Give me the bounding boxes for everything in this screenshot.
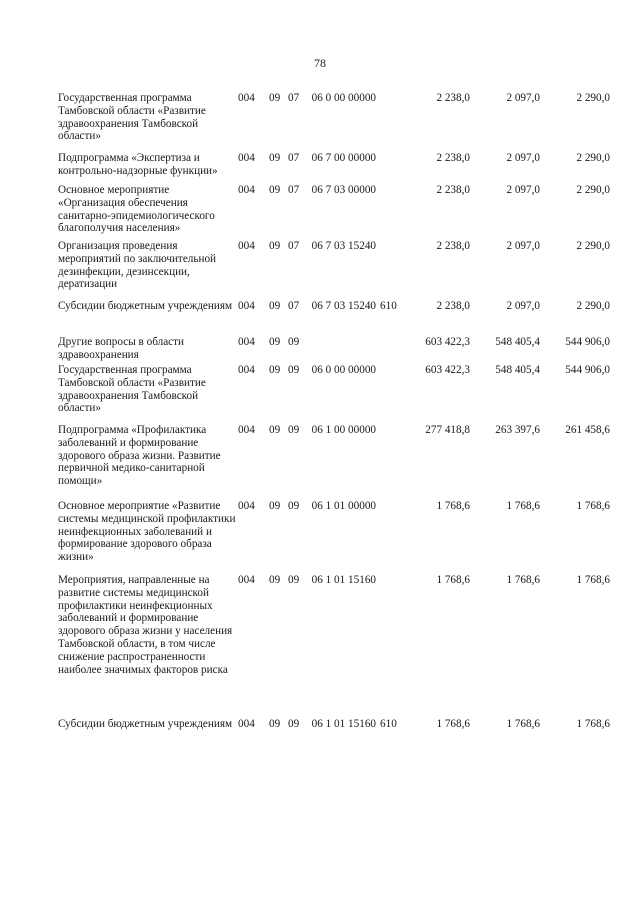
row-name: Государственная программа Тамбовской области «Развитие здравоохранения Тамбовской области» xyxy=(58,364,206,415)
target-article-code: 06 7 03 15240 xyxy=(311,300,376,312)
row-name: Субсидии бюджетным учреждениям xyxy=(58,300,233,312)
ministry-code: 004 xyxy=(238,92,255,104)
ministry-code: 004 xyxy=(238,184,255,196)
table-row xyxy=(58,500,618,564)
table-row xyxy=(58,92,618,143)
section-code: 09 xyxy=(269,92,281,104)
amount-year-1: 2 238,0 xyxy=(436,240,470,252)
amount-year-2: 2 097,0 xyxy=(506,184,540,196)
row-name: Подпрограмма «Профилактика заболеваний и формирование здорового образа жизни. Развитие первичной медико-санитарной помощи» xyxy=(58,424,221,488)
amount-year-3: 1 768,6 xyxy=(576,500,610,512)
amount-year-2: 548 405,4 xyxy=(495,364,540,376)
amount-year-1: 2 238,0 xyxy=(436,92,470,104)
amount-year-2: 2 097,0 xyxy=(506,240,540,252)
amount-year-3: 2 290,0 xyxy=(576,152,610,164)
subsection-code: 07 xyxy=(288,300,300,312)
table-row xyxy=(58,300,618,313)
ministry-code: 004 xyxy=(238,718,255,730)
amount-year-1: 603 422,3 xyxy=(425,336,470,348)
amount-year-2: 1 768,6 xyxy=(506,500,540,512)
amount-year-1: 1 768,6 xyxy=(436,718,470,730)
amount-year-3: 2 290,0 xyxy=(576,184,610,196)
table-row xyxy=(58,240,618,291)
section-code: 09 xyxy=(269,336,281,348)
subsection-code: 09 xyxy=(288,424,300,436)
table-row xyxy=(58,718,618,731)
section-code: 09 xyxy=(269,500,281,512)
target-article-code: 06 7 03 00000 xyxy=(311,184,376,196)
target-article-code: 06 7 03 15240 xyxy=(311,240,376,252)
section-code: 09 xyxy=(269,424,281,436)
amount-year-3: 1 768,6 xyxy=(576,718,610,730)
subsection-code: 07 xyxy=(288,152,300,164)
section-code: 09 xyxy=(269,718,281,730)
target-article-code: 06 1 00 00000 xyxy=(311,424,376,436)
table-row xyxy=(58,364,618,415)
amount-year-2: 2 097,0 xyxy=(506,152,540,164)
amount-year-3: 1 768,6 xyxy=(576,574,610,586)
row-name: Субсидии бюджетным учреждениям xyxy=(58,718,233,730)
table-row xyxy=(58,152,618,178)
amount-year-3: 261 458,6 xyxy=(565,424,610,436)
expense-type-code: 610 xyxy=(380,300,397,312)
amount-year-2: 1 768,6 xyxy=(506,718,540,730)
row-name: Другие вопросы в области здравоохранения xyxy=(58,336,185,361)
subsection-code: 07 xyxy=(288,92,300,104)
target-article-code: 06 1 01 00000 xyxy=(311,500,376,512)
table-row xyxy=(58,336,618,362)
row-name: Основное мероприятие «Развитие системы медицинской профилактики неинфекционных заболеваний и формирование здорового образа жизни» xyxy=(58,500,236,564)
page-number: 78 xyxy=(314,56,326,70)
table-row xyxy=(58,424,618,488)
row-name: Мероприятия, направленные на развитие системы медицинской профилактики неинфекционных заболеваний и формирование здорового образа жизни у населения Тамбовской области, в том числе снижение распространенности наиболее значимых факторов риска xyxy=(58,574,233,676)
ministry-code: 004 xyxy=(238,240,255,252)
amount-year-1: 277 418,8 xyxy=(425,424,470,436)
amount-year-1: 2 238,0 xyxy=(436,184,470,196)
subsection-code: 09 xyxy=(288,336,300,348)
row-name: Подпрограмма «Экспертиза и контрольно-надзорные функции» xyxy=(58,152,218,177)
ministry-code: 004 xyxy=(238,300,255,312)
amount-year-3: 2 290,0 xyxy=(576,300,610,312)
row-name: Организация проведения мероприятий по заключительной дезинфекции, дезинсекции, дератизации xyxy=(58,240,217,291)
ministry-code: 004 xyxy=(238,336,255,348)
amount-year-2: 263 397,6 xyxy=(495,424,540,436)
subsection-code: 07 xyxy=(288,184,300,196)
amount-year-1: 1 768,6 xyxy=(436,500,470,512)
amount-year-1: 2 238,0 xyxy=(436,152,470,164)
section-code: 09 xyxy=(269,184,281,196)
target-article-code: 06 1 01 15160 xyxy=(311,574,376,586)
section-code: 09 xyxy=(269,574,281,586)
row-name: Основное мероприятие «Организация обеспечения санитарно-эпидемиологического благополучия населения» xyxy=(58,184,215,235)
ministry-code: 004 xyxy=(238,424,255,436)
amount-year-2: 1 768,6 xyxy=(506,574,540,586)
amount-year-2: 548 405,4 xyxy=(495,336,540,348)
section-code: 09 xyxy=(269,300,281,312)
subsection-code: 09 xyxy=(288,364,300,376)
target-article-code: 06 1 01 15160 xyxy=(311,718,376,730)
subsection-code: 09 xyxy=(288,574,300,586)
amount-year-1: 2 238,0 xyxy=(436,300,470,312)
row-name: Государственная программа Тамбовской области «Развитие здравоохранения Тамбовской области» xyxy=(58,92,206,143)
expense-type-code: 610 xyxy=(380,718,397,730)
subsection-code: 09 xyxy=(288,718,300,730)
amount-year-2: 2 097,0 xyxy=(506,92,540,104)
amount-year-1: 603 422,3 xyxy=(425,364,470,376)
amount-year-3: 544 906,0 xyxy=(565,336,610,348)
amount-year-2: 2 097,0 xyxy=(506,300,540,312)
table-row xyxy=(58,574,618,676)
ministry-code: 004 xyxy=(238,364,255,376)
amount-year-3: 2 290,0 xyxy=(576,92,610,104)
amount-year-1: 1 768,6 xyxy=(436,574,470,586)
ministry-code: 004 xyxy=(238,574,255,586)
section-code: 09 xyxy=(269,240,281,252)
amount-year-3: 2 290,0 xyxy=(576,240,610,252)
target-article-code: 06 0 00 00000 xyxy=(311,364,376,376)
ministry-code: 004 xyxy=(238,500,255,512)
section-code: 09 xyxy=(269,152,281,164)
subsection-code: 07 xyxy=(288,240,300,252)
table-row xyxy=(58,184,618,235)
ministry-code: 004 xyxy=(238,152,255,164)
section-code: 09 xyxy=(269,364,281,376)
target-article-code: 06 7 00 00000 xyxy=(311,152,376,164)
subsection-code: 09 xyxy=(288,500,300,512)
amount-year-3: 544 906,0 xyxy=(565,364,610,376)
target-article-code: 06 0 00 00000 xyxy=(311,92,376,104)
